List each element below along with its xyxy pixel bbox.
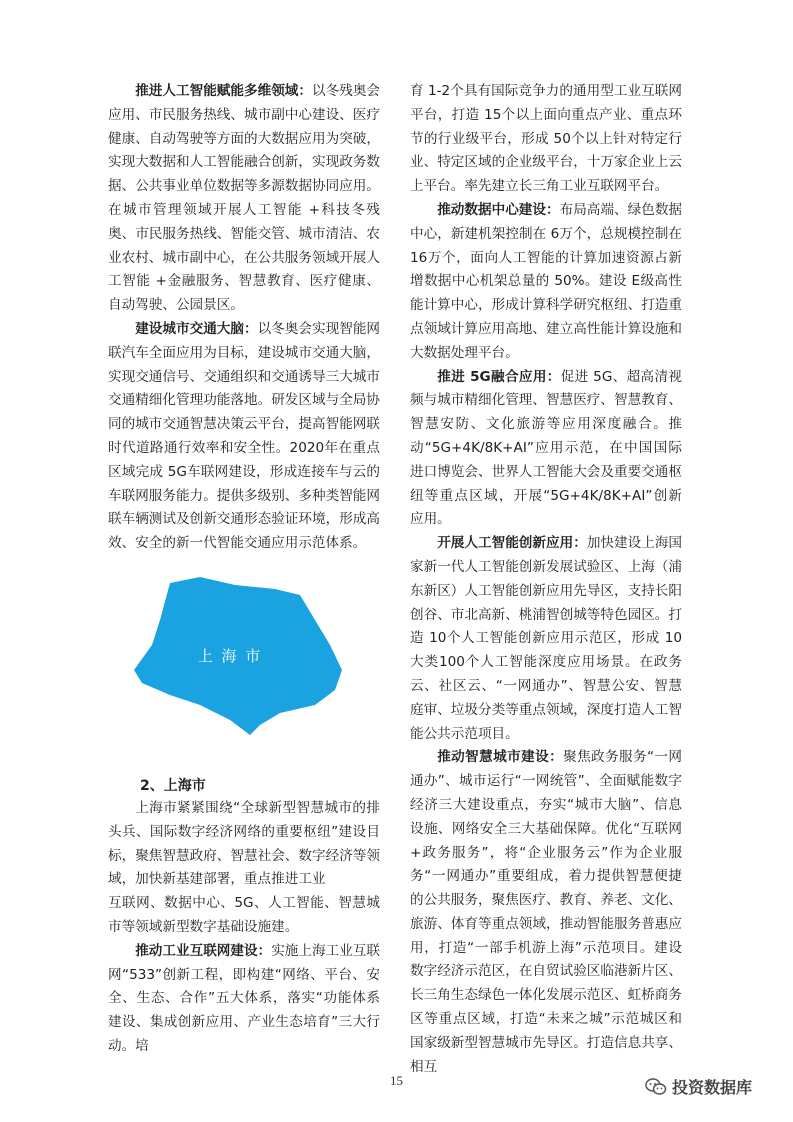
paragraph-data-center [410, 199, 682, 366]
paragraph-heading: 开展人工智能创新应用： [437, 535, 587, 552]
right-column [410, 80, 682, 1079]
section-intro-cont: 互联网、数据中心、5G、人工智能、智慧城市等领域新型数字基础设施建。 [108, 895, 380, 935]
paragraph-continued: 育 1-2个具有国际竞争力的通用型工业互联网平台，打造 15个以上面向重点产业、重点环节的行业级平台，形成 50个以上针对特定行业、特定区域的企业级平台，十万家企业上云上平台。率先建立长三角工业互联网平台。 [410, 83, 682, 195]
paragraph-body: 促进 5G、超高清视频与城市精细化管理、智慧医疗、智慧教育、智慧安防、文化旅游等应用深度融合。推动“5G+4K/8K+AI”应用示范，在中国国际进口博览会、世界人工智能大会及重要交通枢纽等重点区域，开展“5G+4K/8K+AI”创新应用。 [410, 368, 682, 528]
section-intro [108, 797, 380, 892]
shanghai-map [130, 575, 350, 735]
intro-text: 上海市紧紧围绕“全球新型智慧城市的排头兵、国际数字经济网络的重要枢纽”建设目标，聚焦智慧政府、智慧社会、数字经济等领域，加快新基建部署，重点推进工业 [108, 800, 380, 888]
map-label: 上 海 市 [197, 647, 263, 665]
paragraph-body: 聚焦政务服务“一网通办”、城市运行“一网统管”、全面赋能数字经济三大建设重点，夯实“城市大脑”、信息设施、网络安全三大基础保障。优化“互联网 +政务服务”，将“企业服务云”作为企业服务“一网通办”重要组成，着力提供智慧便捷的公共服务，聚焦医疗、教育、养老、文化、旅游、体育等重点领域，推动智能服务普惠应用，打造“一部手机游上海”示范项目。建设数字经济示范区，在自贸试验区临港新片区、长三角生态绿色一体化发展示范区、虹桥商务区等重点区域，打造“未来之城”示范城区和国家级新型智慧城市先导区。打造信息共享、相互 [410, 749, 683, 1075]
paragraph-heading: 推进 5G融合应用： [437, 368, 561, 385]
watermark-text: 投资数据库 [672, 1078, 753, 1097]
paragraph-heading: 推进人工智能赋能多维领域： [135, 83, 313, 99]
paragraph-body: 以冬残奥会应用、市民服务热线、城市副中心建设、医疗健康、自动驾驶等方面的大数据应用为突破，实现大数据和人工智能融合创新，实现政务数据、公共事业单位数据等多源数据协同应用。在城市管理领域开展人工智能 +科技冬残奥、市民服务热线、智能交管、城市清洁、农业农村、城市副中心，在公共服务领域开展人工智能 +金融服务、智慧教育、医疗健康、自动驾驶、公园景区。 [108, 83, 381, 314]
paragraph-heading: 推动工业互联网建设： [135, 942, 272, 959]
paragraph-body: 加快建设上海国家新一代人工智能创新发展试验区、上海（浦东新区）人工智能创新应用先导区，支持长阳创谷、市北高新、桃浦智创城等特色园区。打造 10个人工智能创新应用示范区，形成 10大类100个人工智能深度应用场景。在政务云、社区云、“一网通办”、智慧公安、智慧庭审、垃圾分类等重点领域，深度打造人工智能公共示范项目。 [410, 535, 683, 742]
paragraph-ai-domains [108, 80, 380, 318]
paragraph-heading: 建设城市交通大脑： [135, 320, 258, 337]
paragraph-ai-innovation [410, 532, 682, 746]
paragraph-body: 布局高端、绿色数据中心，新建机架控制在 6万个，总规模控制在16万个，面向人工智能的计算加速资源占新增数据中心机架总量的 50%。建设 E级高性能计算中心，形成计算科学研究枢纽、打造重点领域计算应用高地、建立高性能计算设施和大数据处理平台。 [410, 201, 683, 361]
paragraph-heading: 推动智慧城市建设： [437, 749, 564, 766]
wechat-icon [645, 1078, 667, 1096]
page-number: 15 [390, 1073, 403, 1088]
left-column [108, 80, 380, 556]
watermark [645, 1075, 752, 1098]
paragraph-5g [410, 366, 682, 533]
paragraph-smart-city [410, 746, 682, 1079]
paragraph-body: 实施上海工业互联网“533”创新工程，即构建“网络、平台、安全、生态、合作”五大体系，落实“功能体系建设、集成创新应用、产业生态培育”三大行动。培 [108, 942, 381, 1054]
paragraph-traffic-brain [108, 318, 380, 556]
paragraph-industrial-internet [108, 940, 380, 1059]
paragraph-body: 以冬奥会实现智能网联汽车全面应用为目标，建设城市交通大脑，实现交通信号、交通组织和交通诱导三大城市交通精细化管理功能落地。研发区域与全局协同的城市交通智慧决策云平台，提高智能网联时代道路通行效率和安全性。2020年在重点区域完成 5G车联网建设，形成连接车与云的车联网服务能力。提供多级别、多种类智能网联车辆测试及创新交通形态验证环境，形成高效、安全的新一代智能交通应用示范体系。 [108, 320, 381, 552]
paragraph-heading: 推动数据中心建设： [437, 201, 560, 218]
left-column-lower [108, 797, 380, 1059]
section-title: 2、上海市 [140, 778, 206, 794]
